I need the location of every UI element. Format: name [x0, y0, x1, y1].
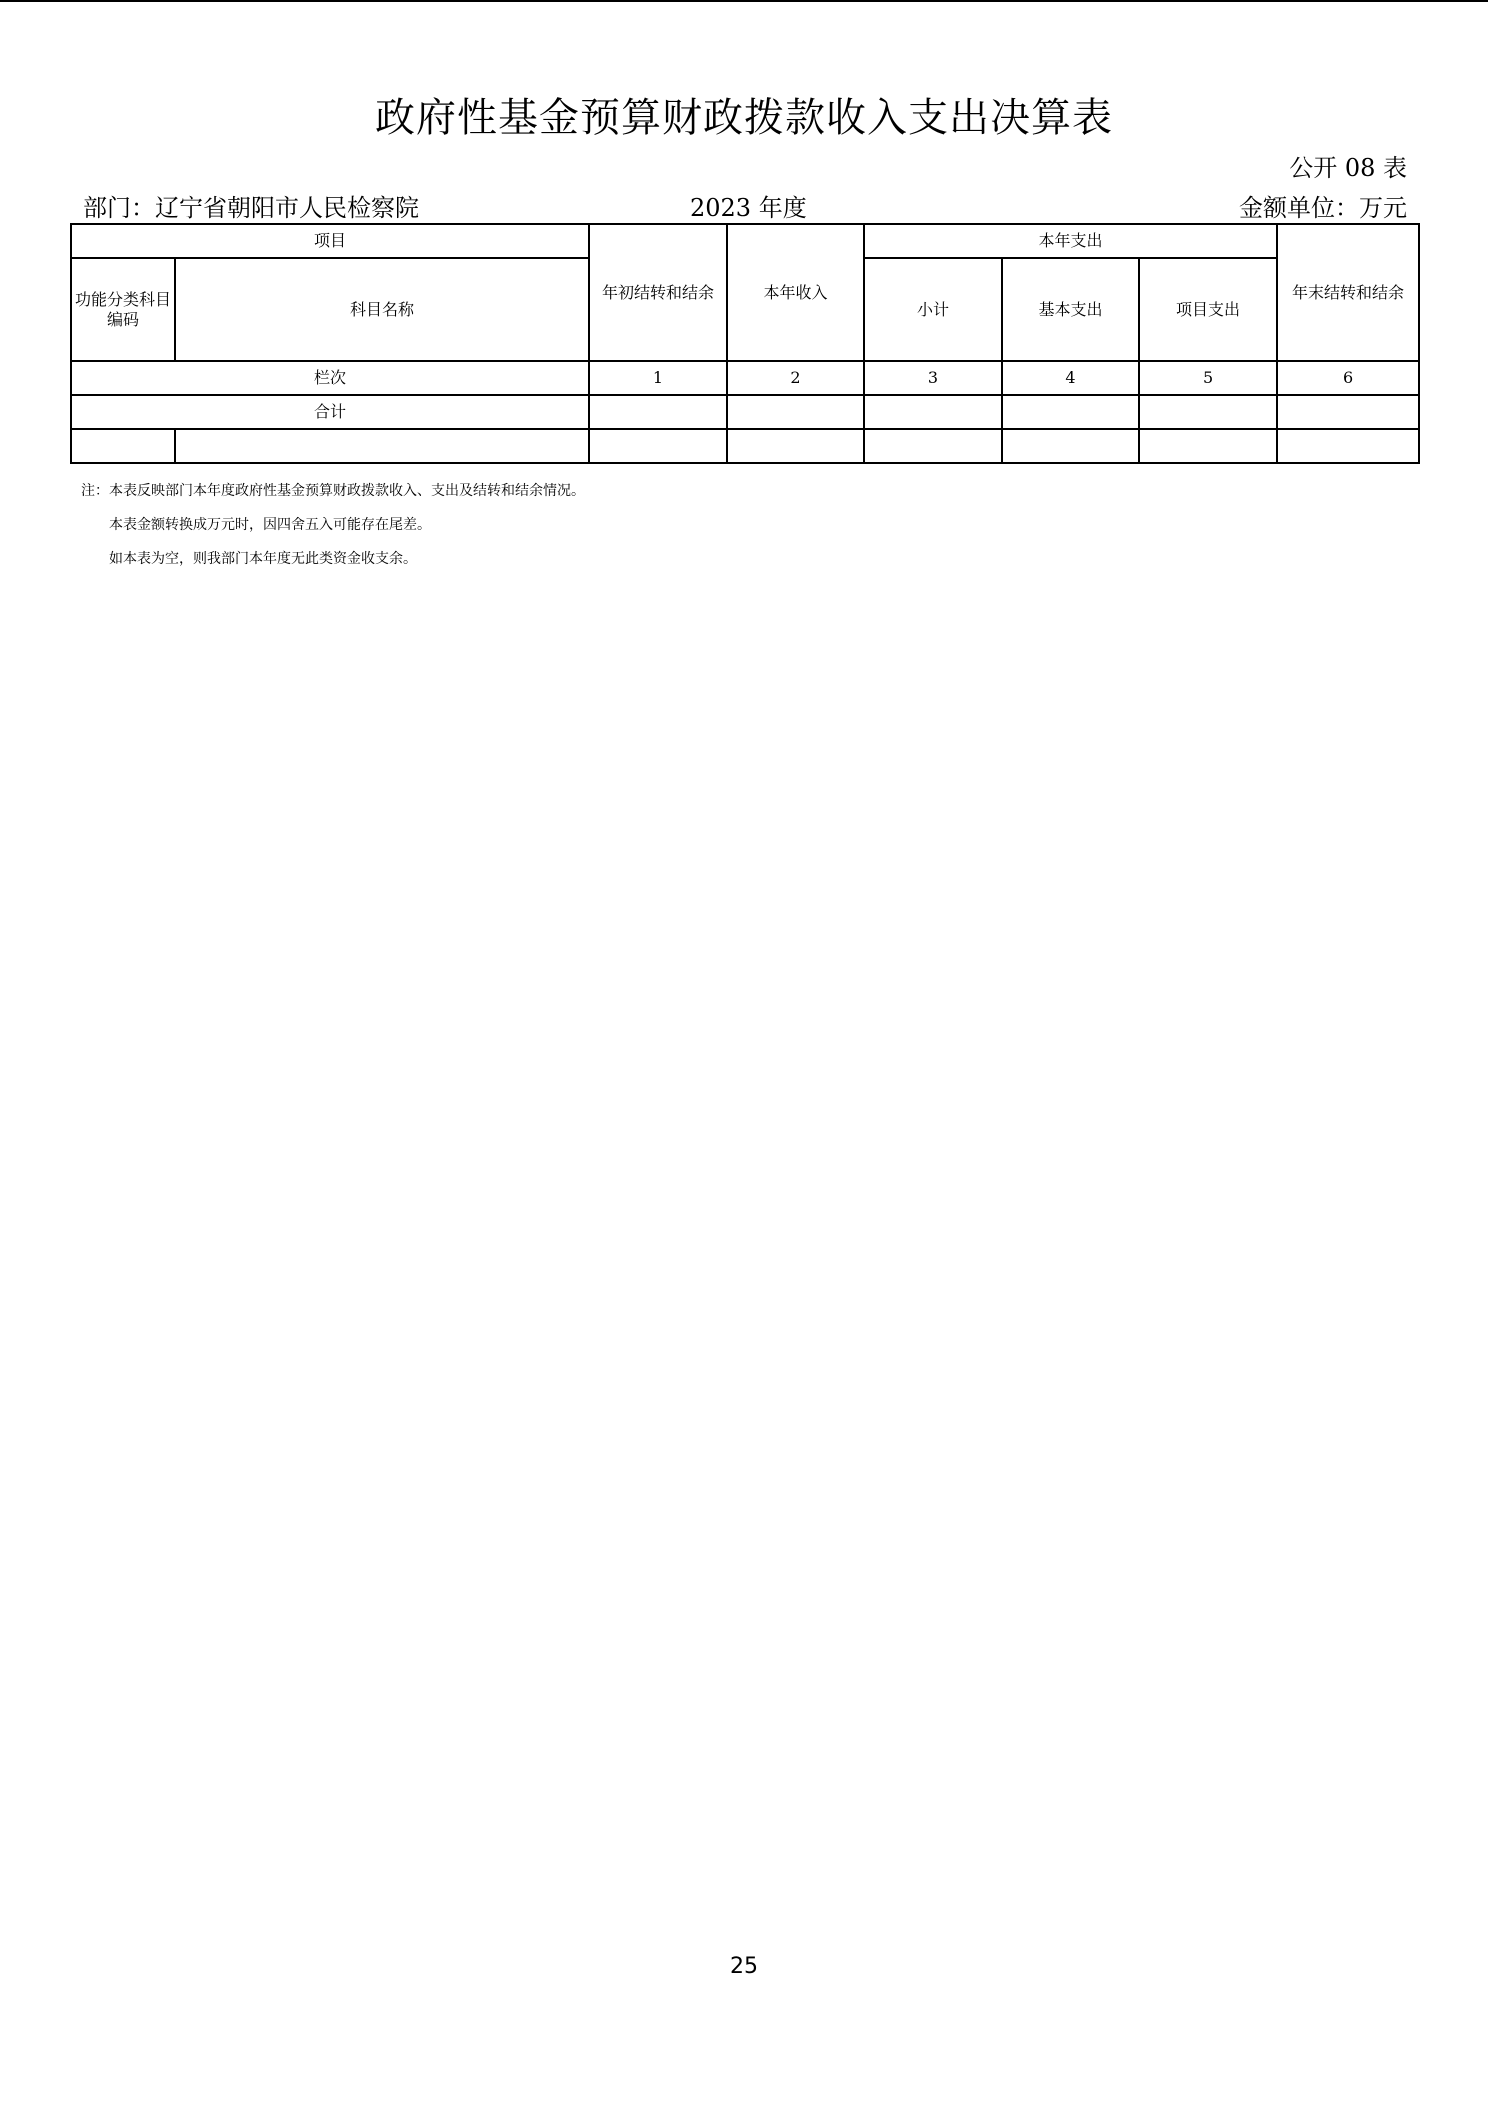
column-number: 1 — [589, 361, 727, 395]
column-number: 6 — [1277, 361, 1419, 395]
table-cell — [864, 429, 1002, 463]
header-expenditure: 本年支出 — [864, 224, 1277, 258]
page-top-border — [0, 0, 1488, 2]
fiscal-year: 2023 年度 — [690, 194, 807, 222]
table-cell — [1277, 395, 1419, 429]
department-label: 部门：辽宁省朝阳市人民检察院 — [83, 194, 419, 222]
page-number: 25 — [730, 1954, 758, 1979]
table-notes — [81, 474, 585, 576]
table-cell — [864, 395, 1002, 429]
table-row — [71, 429, 1419, 463]
table-cell — [1139, 395, 1277, 429]
form-number: 公开 08 表 — [1289, 154, 1407, 182]
total-label: 合计 — [71, 395, 589, 429]
column-number: 2 — [727, 361, 864, 395]
column-number-label: 栏次 — [71, 361, 589, 395]
header-subtotal: 小计 — [864, 258, 1002, 361]
header-end-balance: 年末结转和结余 — [1277, 224, 1419, 361]
document-title: 政府性基金预算财政拨款收入支出决算表 — [375, 95, 1113, 141]
table-cell — [71, 429, 175, 463]
table-cell — [175, 429, 589, 463]
table-cell — [1277, 429, 1419, 463]
header-income: 本年收入 — [727, 224, 864, 361]
note-line: 如本表为空，则我部门本年度无此类资金收支余。 — [109, 551, 417, 567]
table-cell — [727, 395, 864, 429]
column-number: 5 — [1139, 361, 1277, 395]
header-basic: 基本支出 — [1002, 258, 1139, 361]
column-number-row — [71, 361, 1419, 395]
table-cell — [589, 429, 727, 463]
table-cell — [1002, 395, 1139, 429]
header-item: 项目 — [71, 224, 589, 258]
table-cell — [1139, 429, 1277, 463]
header-func-code: 功能分类科目编码 — [71, 258, 175, 361]
table-cell — [1002, 429, 1139, 463]
column-number: 4 — [1002, 361, 1139, 395]
header-subject-name: 科目名称 — [175, 258, 589, 361]
table-cell — [589, 395, 727, 429]
header-project: 项目支出 — [1139, 258, 1277, 361]
table-cell — [727, 429, 864, 463]
header-begin-balance: 年初结转和结余 — [589, 224, 727, 361]
column-number: 3 — [864, 361, 1002, 395]
note-line: 注：本表反映部门本年度政府性基金预算财政拨款收入、支出及结转和结余情况。 — [81, 483, 585, 499]
note-line: 本表金额转换成万元时，因四舍五入可能存在尾差。 — [109, 517, 431, 533]
amount-unit: 金额单位：万元 — [1239, 194, 1407, 222]
table-header-row-1 — [71, 224, 1419, 258]
budget-table — [70, 223, 1420, 464]
total-row — [71, 395, 1419, 429]
